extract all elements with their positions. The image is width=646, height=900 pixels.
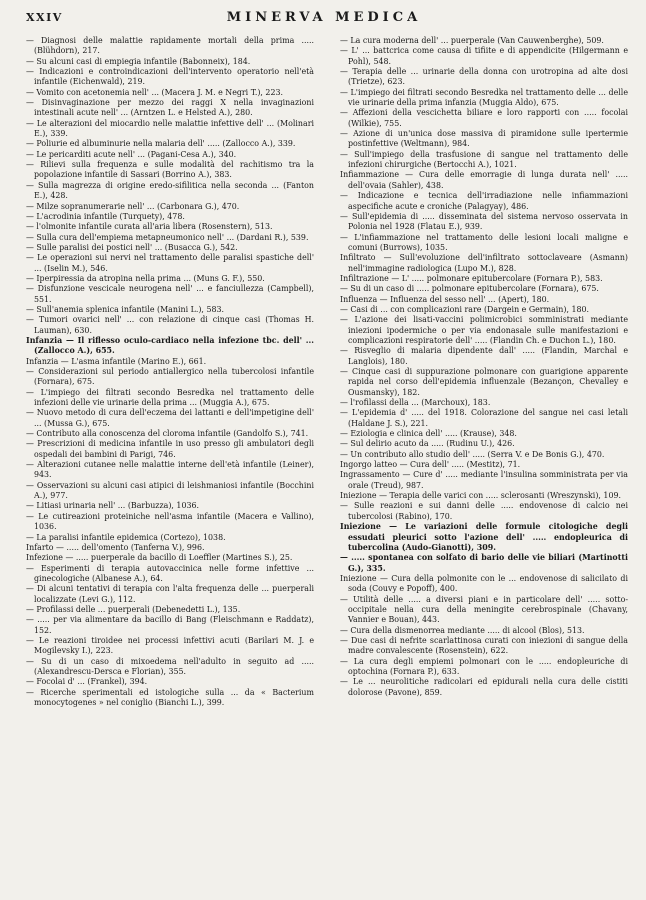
- index-entry: — Osservazioni su alcuni casi atipici di leishmaniosi infantile (Bocchini A.), 977.: [26, 480, 314, 501]
- index-entry: — Cura della dismenorrea mediante ..... di alcool (Blos), 513.: [340, 625, 585, 635]
- index-entry: — Eziologia e clinica dell' ..... (Krause), 348.: [340, 429, 517, 439]
- index-entry: Iniezione — Le variazioni delle formule citologiche degli essudati pleurici sotto l'azione dell' ..... endopleurica di tubercolina (Audo-Gianotti), 309.: [340, 522, 628, 552]
- index-entry: — ..... spontanea con solfato di bario delle vie biliari (Martinotti G.), 335.: [340, 553, 628, 573]
- index-entry: — Vomito con acetonemia nell' ... (Macera J. M. e Negri T.), 223.: [26, 87, 283, 97]
- index-entry: Ingorgo latteo — Cura dell' ..... (Mestitz), 71.: [340, 460, 521, 470]
- index-entry: Infiltrazione — L' ..... polmonare epitubercolare (Fornara P.), 583.: [340, 273, 603, 283]
- index-entry: — Alterazioni cutanee nelle malattie interne dell'età infantile (Leiner), 943.: [26, 460, 314, 480]
- index-entry: — Sulla magrezza di origine eredo-sifilitica nella seconda ... (Fanton E.), 428.: [26, 180, 314, 201]
- index-entry: — La cura moderna dell' ... puerperale (Van Cauwenberghe), 509.: [340, 36, 604, 45]
- index-entry: — ..... per via alimentare da bacillo di Bang (Fleischmann e Raddatz), 152.: [26, 615, 314, 635]
- right-column: [340, 36, 628, 698]
- index-entry: — Le pericarditi acute nell' ... (Pagani-Cesa A.), 340.: [26, 149, 237, 159]
- index-entry: — Sull'anemia splenica infantile (Manini L.), 583.: [26, 304, 225, 314]
- index-entry: — Sull'impiego della trasfusione di sangue nel trattamento delle infezioni chirurgiche (Bertocchi A.), 1021.: [340, 149, 628, 170]
- index-entry: — Casi di ... con complicazioni rare (Dargein e Germain), 180.: [340, 304, 590, 314]
- index-entry: Infanzia — Il riflesso oculo-cardiaco nella infezione tbc. dell' ... (Zallocco A.), 655.: [26, 335, 314, 356]
- index-entry: — Due casi di nefrite scarlattinosa curati con iniezioni di sangue della madre convalescente (Rosenstein), 622.: [340, 635, 628, 656]
- index-entry: — Iperpiressia da atropina nella prima ... (Muns G. F.), 550.: [26, 273, 265, 283]
- index-entry: — Indicazione e tecnica dell'irradiazione nelle infiammazioni aspecifiche acute e croniche (Palagyay), 486.: [340, 191, 628, 211]
- index-entry: Infezione — ..... puerperale da bacillo di Loeffler (Martines S.), 25.: [26, 553, 293, 563]
- index-entry: — Milze sopranumerarie nell' ... (Carbonara G.), 470.: [26, 201, 240, 211]
- index-entry: — Utilità delle ..... a diversi piani e in particolare dell' ..... sotto-occipitale nella cura della meningite cerebrospinale (Chavany, Vannier e Bouan), 443.: [340, 594, 628, 625]
- index-entry: — Considerazioni sul periodo antiallergico nella tubercolosi infantile (Fornara), 675.: [26, 367, 314, 387]
- index-entry: — Indicazioni e controindicazioni dell'intervento operatorio nell'età infantile (Eichenwald), 219.: [26, 67, 314, 87]
- index-entry: — Disinvaginazione per mezzo dei raggi X nella invaginazioni intestinali acute nell' ... (Arntzen L. e Helsted A.), 280.: [26, 98, 314, 118]
- left-column: [26, 36, 314, 708]
- index-entry: — Nuovo metodo di cura dell'eczema dei lattanti e dell'impetigine dell' ... (Mussa G.), 675.: [26, 408, 314, 428]
- index-entry: — Tumori ovarici nell' ... con relazione di cinque casi (Thomas H. Lauman), 630.: [26, 315, 314, 335]
- index-entry: — Prescrizioni di medicina infantile in uso presso gli ambulatori degli ospedali dei bambini di Parigi, 746.: [26, 439, 314, 459]
- index-entry: — l'rofilassi della ... (Marchoux), 183.: [340, 398, 491, 408]
- index-entry: — Cinque casi di suppurazione polmonare con guarigione apparente rapida nel corso dell'epidemia influenzale (Bezançon, Chevalley e Ousmansky), 182.: [340, 367, 628, 397]
- index-entry: — Di alcuni tentativi di terapia con l'alta frequenza delle ... puerperali localizzate (Levi G.), 112.: [26, 584, 314, 604]
- index-entry: — Un contributo allo studio dell' ..... (Serra V. e De Bonis G.), 470.: [340, 449, 605, 459]
- index-entry: Infanzia — L'asma infantile (Marino E.), 661.: [26, 356, 207, 366]
- index-entry: — L'impiego dei filtrati secondo Besredka nel trattamento delle ... delle vie urinarie della prima infanzia (Muggia Aldo), 675.: [340, 87, 628, 108]
- index-entry: Infiammazione — Cura delle emorragie di lunga durata nell' ..... dell'ovaia (Sahler), 438.: [340, 170, 628, 190]
- index-entry: — L'impiego dei filtrati secondo Besredka nel trattamento delle infezioni delle vie urinarie della prima ... (Muggia A.), 675.: [26, 387, 314, 408]
- index-entry: Infarto — ..... dell'omento (Tanferna V.), 996.: [26, 542, 205, 552]
- index-entry: — Litiasi urinaria nell' ... (Barbuzza), 1036.: [26, 501, 200, 511]
- index-entry: — Le cutireazioni proteiniche nell'asma infantile (Macera e Vallino), 1036.: [26, 511, 314, 532]
- index-entry: — Ricerche sperimentali ed istologiche sulla ... da « Bacterium monocytogenes » nel coniglio (Bianchi L.), 399.: [26, 687, 314, 707]
- index-entry: — Terapia delle ... urinarie della donna con urotropina ad alte dosi (Trietze), 623.: [340, 67, 628, 87]
- index-entry: — Focolai d' ... (Frankel), 394.: [26, 677, 148, 687]
- index-entry: — Sulle reazioni e sui danni delle ..... endovenose di calcio nei tubercolosi (Rabino), 170.: [340, 501, 628, 521]
- index-entry: Ingrassamento — Cure d' ..... mediante l'insulina somministrata per via orale (Treud), 987.: [340, 470, 628, 490]
- index-entry: — Sul delirio acuto da ..... (Rudinu U.), 426.: [340, 439, 515, 449]
- index-entry: — L'azione dei lisati-vaccini polimicrobici somministrati mediante iniezioni ipodermiche o per via endonasale sulle manifestazioni e complicazioni respiratorie dell' ..... (Flandin Ch. e Duchon L.), 180.: [340, 315, 628, 345]
- index-entry: — Poliurie ed albuminurie nella malaria dell' ..... (Zallocco A.), 339.: [26, 139, 296, 149]
- index-entry: — Azione di un'unica dose massiva di piramidone sulle ipertermie postinfettive (Weltmann), 984.: [340, 129, 628, 149]
- index-entry: — Le alterazioni del miocardio nelle malattie infettive dell' ... (Molinari E.), 339.: [26, 118, 314, 139]
- index-entry: — Esperimenti di terapia autovaccinica nelle forme infettive ... ginecologiche (Albanese A.), 64.: [26, 563, 314, 583]
- index-entry: — Le ... neurolitiche radicolari ed epidurali nella cura delle cistiti dolorose (Pavone), 859.: [340, 677, 628, 697]
- index-entry: — Contributo alla conoscenza del cloroma infantile (Gandolfo S.), 741.: [26, 429, 309, 439]
- index-entry: — Su di un caso di mixoedema nell'adulto in seguito ad ..... (Alexandrescu-Dersca e Florian), 355.: [26, 656, 314, 676]
- index-entry: — L'acrodinia infantile (Turquety), 478.: [26, 211, 185, 221]
- index-entry: — Sulla cura dell'empiema metapneumonico nell' ... (Dardani R.), 539.: [26, 232, 309, 242]
- index-entry: — La cura degli empiemi polmonari con le ..... endopleuriche di optochina (Fornara P.), 633.: [340, 656, 628, 676]
- index-entry: — Le reazioni tiroidee nei processi infettivi acuti (Barilari M. J. e Mogilevsky I.), 223.: [26, 635, 314, 656]
- index-entry: — La paralisi infantile epidemica (Cortezo), 1038.: [26, 532, 226, 542]
- page-header: [26, 10, 622, 30]
- index-entry: — Rilievi sulla frequenza e sulle modalità del rachitismo tra la popolazione infantile di Sassari (Borrino A.), 383.: [26, 160, 314, 180]
- index-entry: — Su di un caso di ..... polmonare epitubercolare (Fornara), 675.: [340, 284, 599, 294]
- index-entry: — Le operazioni sui nervi nel trattamento delle paralisi spastiche dell' ... (Iselin M.), 546.: [26, 253, 314, 273]
- index-entry: — Profilassi delle ... puerperali (Debenedetti L.), 135.: [26, 604, 241, 614]
- running-title: MINERVA MEDICA: [226, 10, 422, 25]
- index-entry: — l'olmonite infantile curata all'aria libera (Rosenstern), 513.: [26, 222, 273, 232]
- index-entry: — L'epidemia d' ..... del 1918. Colorazione del sangue nei casi letali (Haldane J. S.), 221.: [340, 408, 628, 428]
- index-entry: Infiltrato — Sull'evoluzione dell'infiltrato sottoclaveare (Asmann) nell'immagine radiologica (Lupo M.), 828.: [340, 253, 628, 273]
- index-entry: Iniezione — Cura della polmonite con le ... endovenose di salicilato di soda (Couvy e Popoff), 400.: [340, 573, 628, 594]
- page-number: XXIV: [26, 11, 63, 24]
- index-entry: — Diagnosi delle malattie rapidamente mortali della prima ..... (Blühdorn), 217.: [26, 36, 314, 56]
- index-entry: — Disfunzione vescicale neurogena nell' ... e fanciullezza (Campbell), 551.: [26, 284, 314, 304]
- index-entry: — L'infiammazione nel trattamento delle lesioni locali maligne e comuni (Burrows), 1035.: [340, 232, 628, 252]
- index-entry: — Su alcuni casi di empiegia infantile (Babonneix), 184.: [26, 56, 251, 66]
- index-entry: — L' ... battcrica come causa di tifiite e di appendicite (Hilgermann e Pohl), 548.: [340, 46, 628, 66]
- index-entry: — Sulle paralisi dei postici nell' ... (Busacca G.), 542.: [26, 242, 238, 252]
- index-entry: — Affezioni della vescichetta biliare e loro rapporti con ..... focolai (Wilkie), 755.: [340, 108, 628, 128]
- index-entry: — Sull'epidemia di ..... disseminata del sistema nervoso osservata in Polonia nel 1928 (Flatau E.), 939.: [340, 211, 628, 232]
- index-entry: — Risveglio di malaria dipendente dall' ..... (Flandin, Marchal e Langlois), 180.: [340, 346, 628, 366]
- index-entry: Iniezione — Terapia delle varici con ..... sclerosanti (Wreszynski), 109.: [340, 491, 621, 501]
- index-entry: Influenza — Influenza del sesso nell' ... (Apert), 180.: [340, 294, 550, 304]
